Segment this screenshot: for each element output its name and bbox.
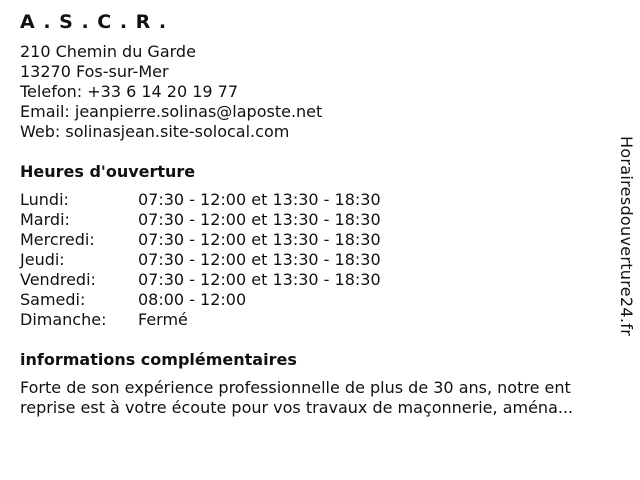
watermark-text: Horairesdouverture24.fr [617, 136, 636, 337]
hours-day: Vendredi: [20, 270, 96, 289]
web-line: Web: solinasjean.site-solocal.com [20, 122, 290, 141]
hours-day: Samedi: [20, 290, 86, 309]
hours-time: 07:30 - 12:00 et 13:30 - 18:30 [138, 190, 381, 209]
hours-day: Dimanche: [20, 310, 107, 329]
hours-day: Mercredi: [20, 230, 95, 249]
address-line-1: 210 Chemin du Garde [20, 42, 196, 61]
hours-day: Lundi: [20, 190, 69, 209]
hours-time: 08:00 - 12:00 [138, 290, 247, 309]
hours-row-vendredi [20, 270, 620, 290]
info-heading: informations complémentaires [20, 350, 297, 369]
hours-time: 07:30 - 12:00 et 13:30 - 18:30 [138, 210, 381, 229]
hours-table [20, 190, 620, 330]
address-line-2: 13270 Fos-sur-Mer [20, 62, 169, 81]
email-line: Email: jeanpierre.solinas@laposte.net [20, 102, 323, 121]
hours-time: 07:30 - 12:00 et 13:30 - 18:30 [138, 250, 381, 269]
hours-day: Jeudi: [20, 250, 65, 269]
phone-line: Telefon: +33 6 14 20 19 77 [20, 82, 239, 101]
hours-row-lundi [20, 190, 620, 210]
info-text-line-2: reprise est à votre écoute pour vos travaux de maçonnerie, aména... [20, 398, 574, 417]
hours-row-dimanche [20, 310, 620, 330]
info-text [20, 378, 620, 418]
hours-row-mercredi [20, 230, 620, 250]
hours-time: Fermé [138, 310, 188, 329]
info-text-line-1: Forte de son expérience professionnelle de plus de 30 ans, notre ent [20, 378, 571, 397]
hours-row-jeudi [20, 250, 620, 270]
hours-row-mardi [20, 210, 620, 230]
hours-time: 07:30 - 12:00 et 13:30 - 18:30 [138, 270, 381, 289]
business-name: A . S . C . R . [20, 11, 168, 33]
hours-time: 07:30 - 12:00 et 13:30 - 18:30 [138, 230, 381, 249]
hours-day: Mardi: [20, 210, 70, 229]
hours-heading: Heures d'ouverture [20, 162, 196, 181]
hours-row-samedi [20, 290, 620, 310]
business-card [20, 10, 620, 418]
